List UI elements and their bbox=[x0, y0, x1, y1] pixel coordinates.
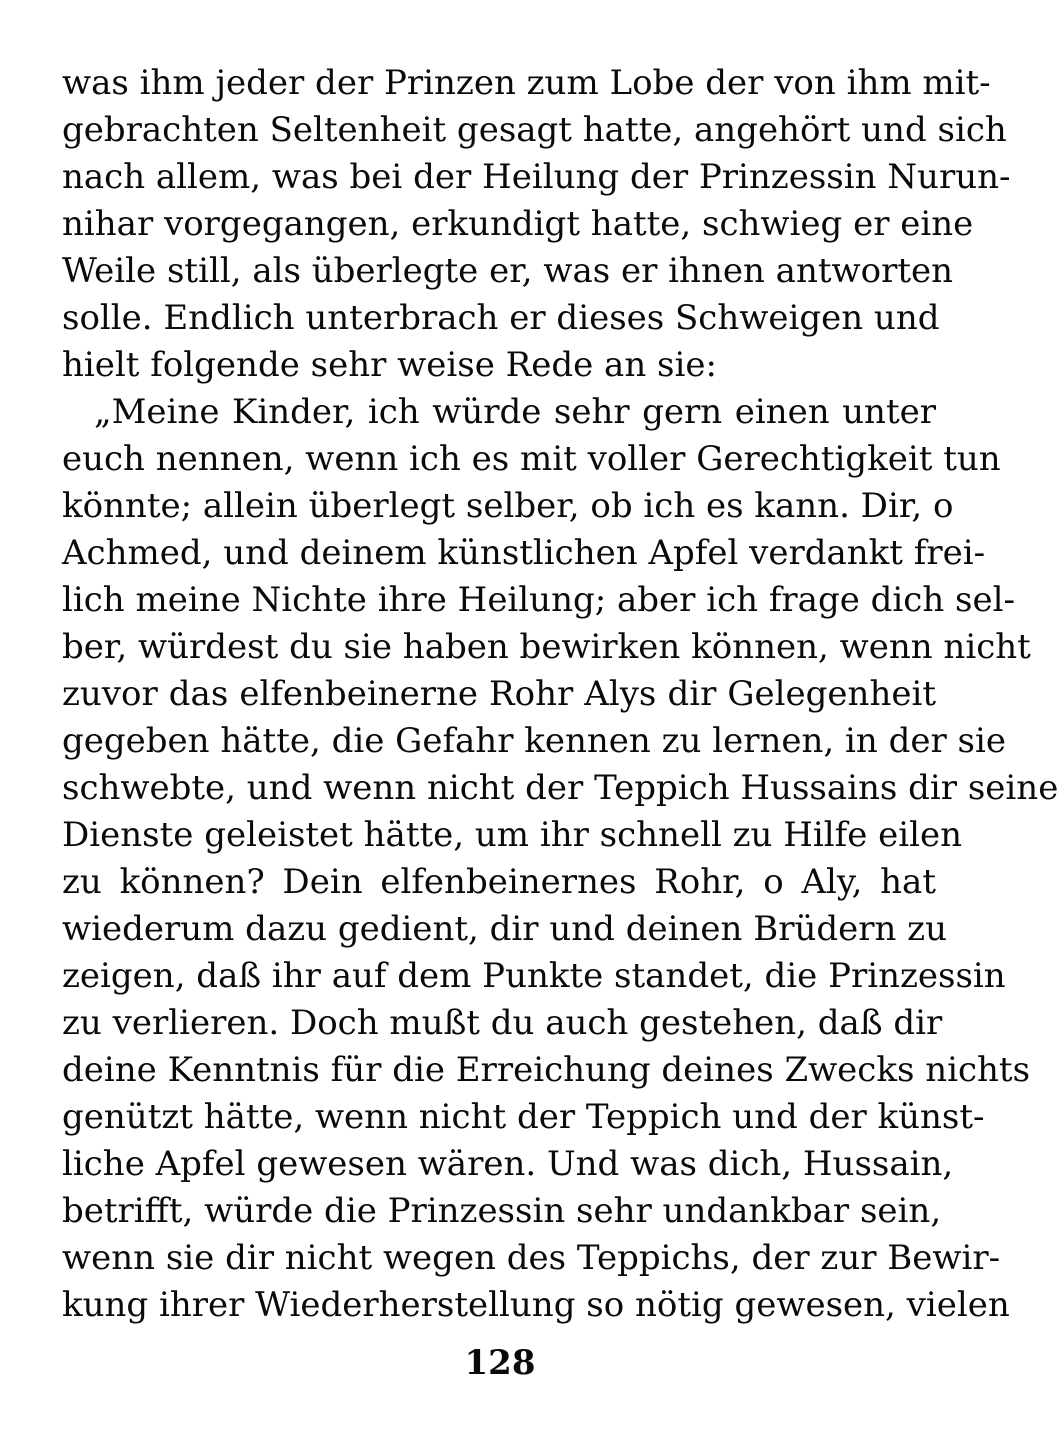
text-line: wiederum dazu gedient, dir und deinen Brüdern zu bbox=[62, 909, 947, 949]
text-line: gebrachten Seltenheit gesagt hatte, angehört und sich bbox=[62, 110, 1007, 150]
text-line: nihar vorgegangen, erkundigt hatte, schwieg er eine bbox=[62, 204, 974, 244]
text-line: hielt folgende sehr weise Rede an sie: bbox=[62, 345, 717, 385]
text-line: lich meine Nichte ihre Heilung; aber ich frage dich sel- bbox=[62, 580, 1015, 620]
text-line: wenn sie dir nicht wegen des Teppichs, der zur Bewir- bbox=[62, 1238, 1001, 1278]
text-line: zu verlieren. Doch mußt du auch gestehen, daß dir bbox=[62, 1003, 943, 1043]
text-line: nach allem, was bei der Heilung der Prinzessin Nurun- bbox=[62, 157, 1011, 197]
text-line: kung ihrer Wiederherstellung so nötig gewesen, vielen bbox=[62, 1285, 1010, 1325]
paragraph bbox=[62, 60, 1011, 389]
text-line: ber, würdest du sie haben bewirken können, wenn nicht bbox=[62, 627, 1031, 667]
text-line: Achmed, und deinem künstlichen Apfel verdankt frei- bbox=[62, 533, 986, 573]
text-line: zeigen, daß ihr auf dem Punkte standet, die Prinzessin bbox=[62, 956, 1006, 996]
text-line: schwebte, und wenn nicht der Teppich Hussains dir seine bbox=[62, 768, 1058, 808]
text-line: Weile still, als überlegte er, was er ihnen antworten bbox=[62, 251, 954, 291]
paragraph bbox=[62, 389, 1058, 1329]
text-line: solle. Endlich unterbrach er dieses Schweigen und bbox=[62, 298, 940, 338]
text-line: zu können? Dein elfenbeinernes Rohr, o Aly, hat bbox=[62, 862, 936, 902]
text-line: zuvor das elfenbeinerne Rohr Alys dir Gelegenheit bbox=[62, 674, 936, 714]
text-line: betrifft, würde die Prinzessin sehr undankbar sein, bbox=[62, 1191, 942, 1231]
text-line: euch nennen, wenn ich es mit voller Gerechtigkeit tun bbox=[62, 439, 1001, 479]
text-line: liche Apfel gewesen wären. Und was dich, Hussain, bbox=[62, 1144, 954, 1184]
text-line: gegeben hätte, die Gefahr kennen zu lernen, in der sie bbox=[62, 721, 1006, 761]
text-line: was ihm jeder der Prinzen zum Lobe der von ihm mit- bbox=[62, 63, 991, 103]
text-line: könnte; allein überlegt selber, ob ich es kann. Dir, o bbox=[62, 486, 954, 526]
text-line: Dienste geleistet hätte, um ihr schnell zu Hilfe eilen bbox=[62, 815, 963, 855]
page-number: 128 bbox=[464, 1343, 536, 1383]
text-line: „Meine Kinder, ich würde sehr gern einen unter bbox=[94, 392, 936, 432]
text-line: deine Kenntnis für die Erreichung deines Zwecks nichts bbox=[62, 1050, 1031, 1090]
body-text bbox=[62, 60, 1058, 1329]
text-line: genützt hätte, wenn nicht der Teppich und der künst- bbox=[62, 1097, 985, 1137]
